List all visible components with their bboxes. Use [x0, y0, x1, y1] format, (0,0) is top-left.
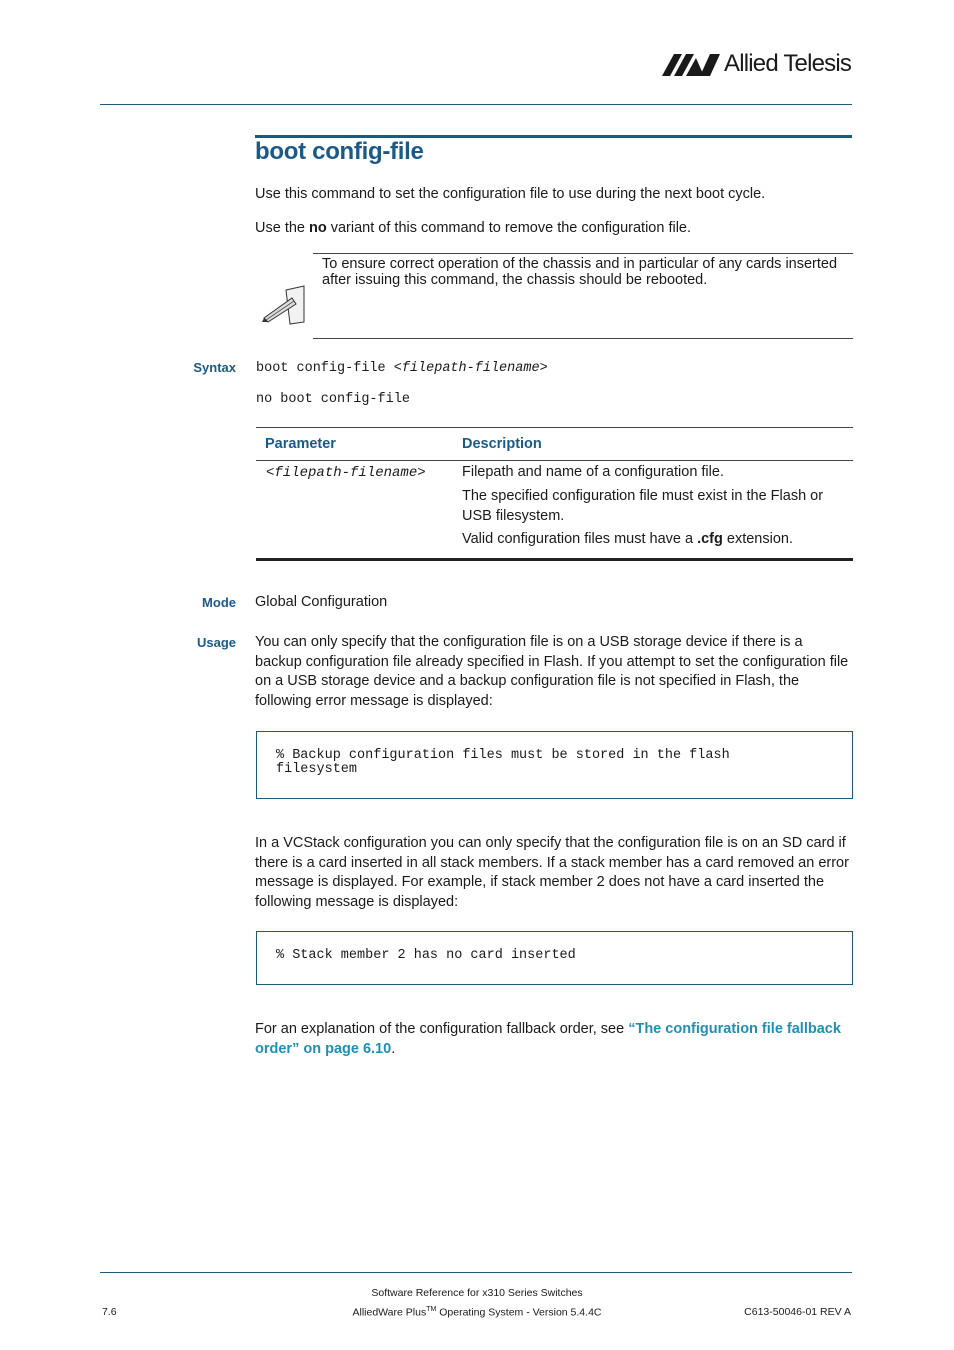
header-rule	[100, 104, 852, 105]
syntax-label: Syntax	[193, 360, 236, 375]
company-logo	[660, 50, 856, 80]
fallback-order-link[interactable]: “The configuration file fallback order” on page 6.10	[255, 1021, 841, 1057]
table-desc-3: Valid configuration files must have a .cfg extension.	[462, 531, 794, 547]
no-variant-text: Use the no variant of this command to remove the configuration file.	[255, 220, 692, 236]
table-header-rule	[256, 460, 853, 461]
note-pencil-icon	[260, 284, 306, 326]
usage-paragraph-2: In a VCStack configuration you can only specify that the configuration file is on an SD card if there is a card inserted in all stack members. If a stack member has a card removed an error message is displayed. For example, if stack member 2 does not have a card inserted the following message is displayed:	[255, 835, 849, 910]
mode-label: Mode	[202, 595, 236, 610]
footer-doc-title: Software Reference for x310 Series Switches	[371, 1287, 583, 1299]
table-param-name: <filepath-filename>	[266, 465, 426, 481]
table-header-parameter: Parameter	[265, 436, 336, 452]
code-block-2-line: % Stack member 2 has no card inserted	[276, 948, 576, 963]
footer-rule	[100, 1272, 852, 1273]
usage-paragraph-1: You can only specify that the configuration file is on a USB storage device if there is a backup configuration file already specified in Flash. If you attempt to set the configuration file on a USB storage device and a backup configuration file is not specified in Flash, the following error message is displayed:	[255, 634, 849, 709]
usage-label: Usage	[196, 635, 236, 650]
usage-paragraph-3: For an explanation of the configuration fallback order, see “The configuration file fallback order” on page 6.10.	[255, 1021, 841, 1057]
code-block-1-line-2: filesystem	[276, 762, 358, 777]
code-block-2	[256, 931, 853, 985]
table-header-description: Description	[462, 436, 542, 452]
code-block-1-line-1: % Backup configuration files must be stored in the flash	[276, 748, 730, 763]
footer-doc-id: C613-50046-01 REV A	[744, 1306, 851, 1318]
table-bottom-rule	[256, 558, 853, 561]
syntax-line-1: boot config-file <filepath-filename>	[256, 361, 548, 376]
allied-telesis-logo-icon	[660, 52, 722, 78]
note-top-rule	[313, 253, 853, 254]
note-bottom-rule	[313, 338, 853, 339]
syntax-line-2: no boot config-file	[256, 392, 410, 407]
table-top-rule	[256, 427, 853, 428]
code-block-1	[256, 731, 853, 799]
footer-version: AlliedWare Plus™ Operating System - Version 5.4.4C	[352, 1306, 602, 1319]
footer-page-number: 7.6	[102, 1306, 117, 1318]
logo-text: Allied Telesis	[724, 50, 852, 77]
page-title: boot config-file	[255, 138, 424, 165]
mode-value: Global Configuration	[255, 594, 388, 610]
table-desc-1: Filepath and name of a configuration file.	[462, 464, 724, 480]
intro-text: Use this command to set the configuration file to use during the next boot cycle.	[255, 186, 766, 202]
note-text: To ensure correct operation of the chassis and in particular of any cards inserted after issuing this command, the chassis should be rebooted.	[322, 256, 838, 288]
table-desc-2: The specified configuration file must exist in the Flash or USB filesystem.	[462, 488, 824, 524]
